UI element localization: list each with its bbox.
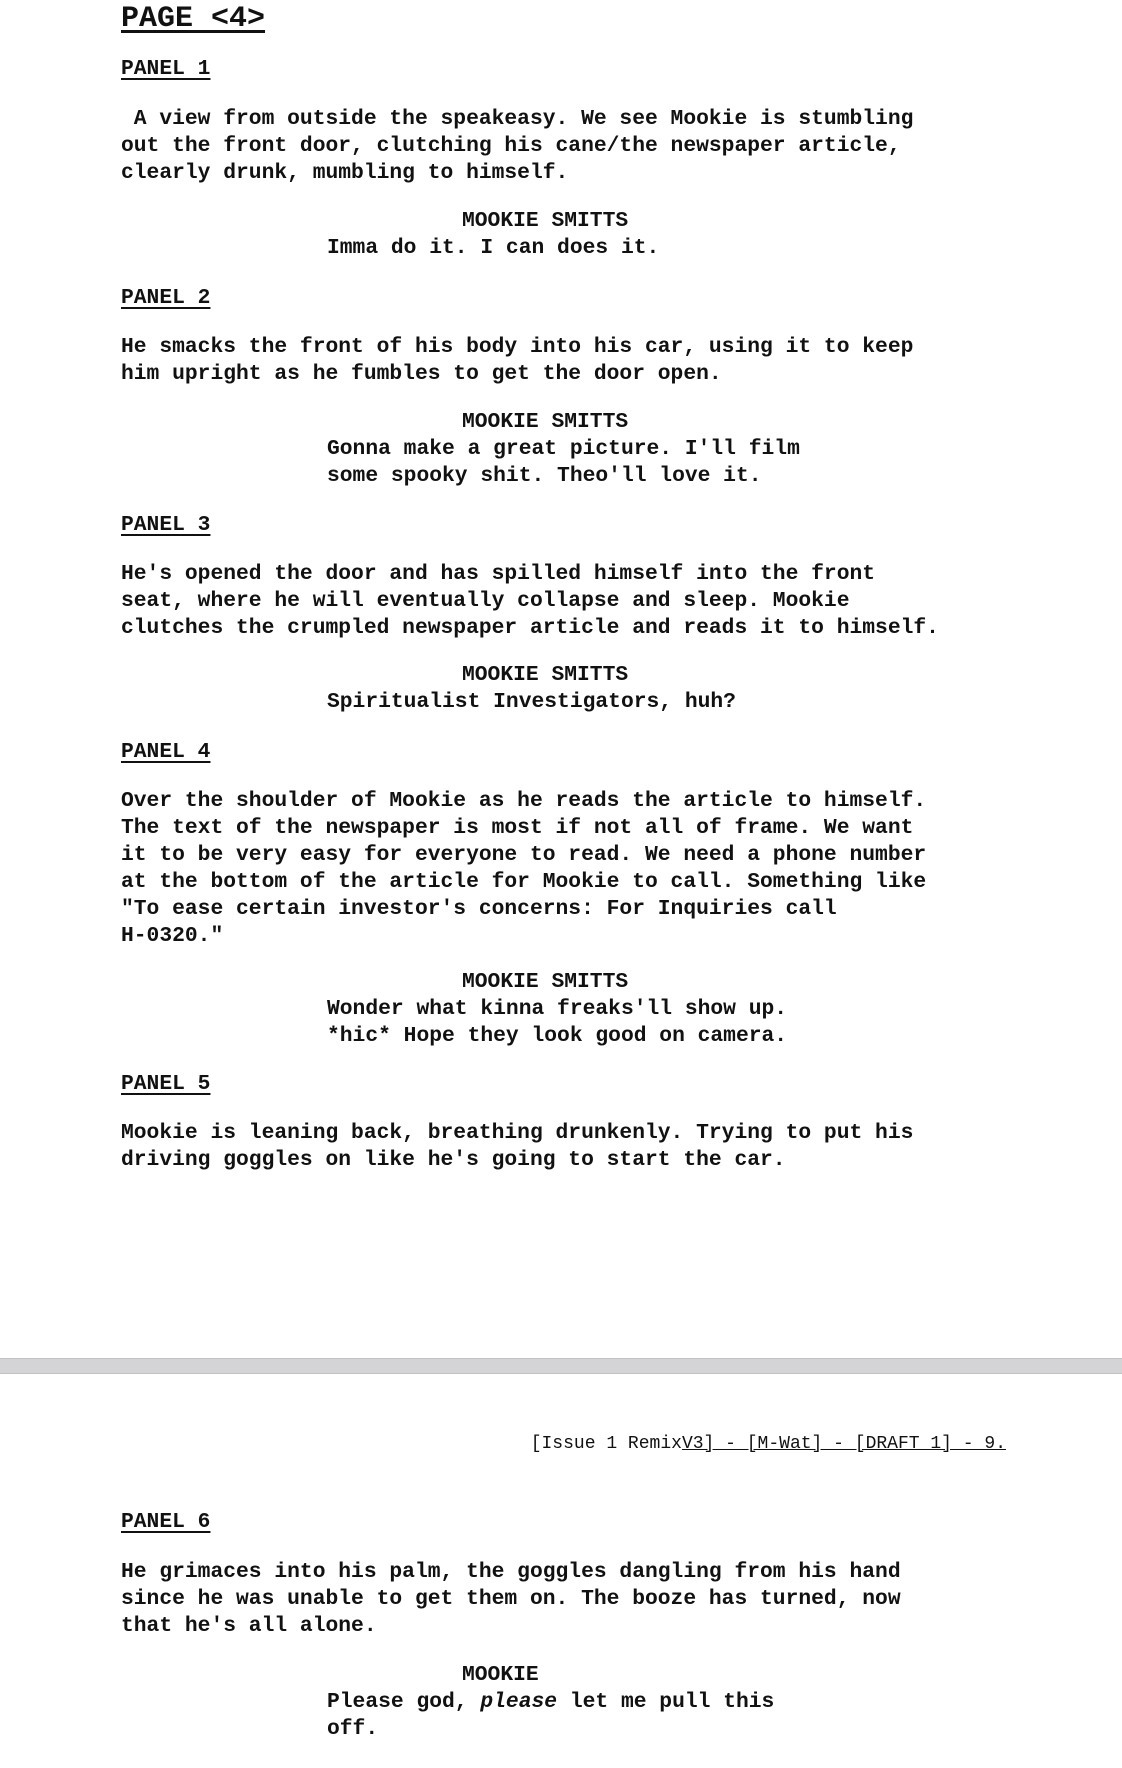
panel-heading: PANEL 6	[121, 1510, 211, 1534]
panel-heading: PANEL 2	[121, 286, 211, 310]
dialogue-text: Wonder what kinna freaks'll show up. *hic* Hope they look good on camera.	[327, 997, 788, 1048]
panel-heading: PANEL 1	[121, 57, 211, 81]
character-name: MOOKIE SMITTS	[462, 970, 629, 994]
action-text: He smacks the front of his body into his car, using it to keep him upright as he fumbles to get the door open.	[121, 335, 914, 386]
character-name: MOOKIE SMITTS	[462, 663, 629, 687]
page-title: PAGE <4>	[121, 2, 266, 36]
action-text: A view from outside the speakeasy. We see Mookie is stumbling out the front door, clutching his cane/the newspaper article, clearly drunk, mumbling to himself.	[121, 107, 914, 185]
panel-heading: PANEL 5	[121, 1072, 211, 1096]
character-name: MOOKIE	[462, 1663, 539, 1687]
action-text: Over the shoulder of Mookie as he reads the article to himself. The text of the newspaper is most if not all of frame. We want it to be very easy for everyone to read. We need a phone number at the bottom of the article for Mookie to call. Something like "To ease certain investor's concerns: For Inquiries call H-0320."	[121, 789, 927, 948]
dialogue-text	[327, 1689, 774, 1743]
header-draft-info: V3] - [M-Wat] - [DRAFT 1] - 9.	[681, 1434, 1006, 1454]
character-name: MOOKIE SMITTS	[462, 410, 629, 434]
page-separator	[0, 1358, 1122, 1374]
dialogue-text: Gonna make a great picture. I'll film some spooky shit. Theo'll love it.	[327, 437, 800, 488]
header-issue: [Issue 1 Remix	[530, 1434, 682, 1454]
character-name: MOOKIE SMITTS	[462, 209, 629, 233]
panel-heading: PANEL 3	[121, 513, 211, 537]
action-text: He grimaces into his palm, the goggles dangling from his hand since he was unable to get them on. The booze has turned, now that he's all alone.	[121, 1560, 901, 1638]
dialogue-emphasis: please	[480, 1690, 558, 1714]
page-header	[531, 1432, 1006, 1456]
dialogue-part: let me pull this	[557, 1690, 775, 1714]
dialogue-text: Imma do it. I can does it.	[327, 236, 660, 260]
panel-heading: PANEL 4	[121, 740, 211, 764]
action-text: He's opened the door and has spilled himself into the front seat, where he will eventually collapse and sleep. Mookie clutches the crumpled newspaper article and reads it to himself.	[121, 562, 939, 640]
dialogue-part: Please god,	[327, 1690, 481, 1714]
dialogue-part: off.	[327, 1717, 379, 1741]
action-text: Mookie is leaning back, breathing drunkenly. Trying to put his driving goggles on like he's going to start the car.	[121, 1121, 914, 1172]
dialogue-text: Spiritualist Investigators, huh?	[327, 690, 736, 714]
